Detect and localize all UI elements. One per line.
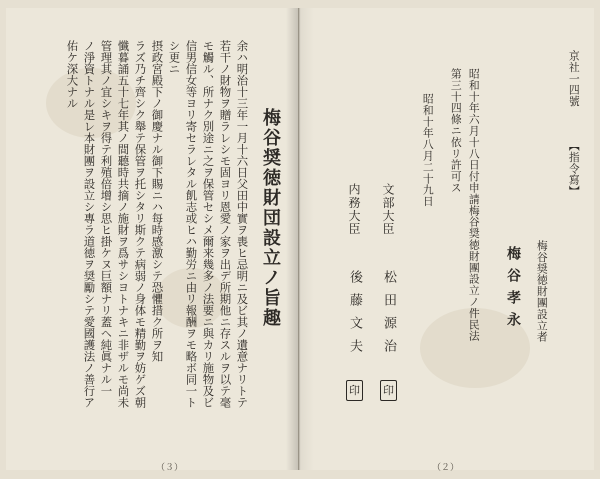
document-title: 梅谷奨徳財団設立ノ旨趣 — [260, 108, 281, 328]
body-line-10: ノ淨資トナル是レ本財團ヲ設立シ專ラ道徳ヲ奨勵シテ愛國護法ノ善行ア — [82, 40, 97, 408]
page-number: （３） — [156, 463, 184, 473]
bracket-label: 【指令寫】 — [567, 140, 581, 197]
applicant-name: 梅谷孝永 — [505, 246, 521, 334]
body-line-1: 余ハ明治十三年一月十六日父田中實ヲ喪ヒ忌明ニ及ビ其ノ遺意ナリトテ — [235, 40, 250, 408]
page-number: （２） — [432, 463, 460, 473]
minister-1-title: 文部大臣 — [381, 183, 395, 236]
document-header: 京社一四號 — [567, 50, 581, 107]
body-line-5: シ更ニ — [167, 40, 182, 75]
left-page — [6, 8, 299, 473]
body-line-7: ラズ乃チ齊シク舉テ保管ヲ托シタリ斯クテ病弱ノ身体モ精勤ヲ妨ゲズ朝 — [133, 40, 148, 408]
body-line-6: 摂政宮殿下ノ御慶ナル御下賜ニハ每時感激シテ恐懼措ク所ヲ知 — [150, 40, 165, 362]
body-line-11: 佑ケ深大ナル — [65, 40, 80, 109]
body-line-2: 若干ノ財物ヲ贈ラレシモ固ヨリ恩愛ノ家ヲ出デ所期他ニ存スルヲ以テ毫 — [218, 40, 233, 408]
seal-stamp: 印 — [380, 380, 397, 401]
seal-stamp: 印 — [346, 380, 363, 401]
minister-2-title: 内務大臣 — [347, 183, 361, 236]
body-line-3: モ觸ル、所ナク別途ニ之ヲ保管セシメ爾来幾多ノ法要ニ與カリ施物及ビ — [201, 40, 216, 408]
body-line-4: 信男信女等ヨリ寄セラレタル飢志或ヒハ勤労ニ由リ報酬ヲモ略ボ同一ト — [184, 40, 199, 408]
book-gutter — [286, 8, 314, 470]
approval-line-2: 第三十四條ニ依リ許可ス — [449, 68, 463, 194]
approval-line-1: 昭和十年六月十八日付申請梅谷奨徳財團設立ノ件民法 — [467, 68, 481, 342]
body-line-8: 懺暮誦五十七年其ノ間聽時共摘ノ施財ヲ爲サシヨトナキニ非ザルモ尚未 — [116, 40, 131, 408]
minister-2-name: 後藤文夫 — [347, 270, 362, 362]
approval-date: 昭和十年八月二十九日 — [421, 93, 435, 207]
applicant-role: 梅谷奨徳財團設立者 — [535, 240, 549, 343]
minister-1-name: 松田源治 — [381, 270, 396, 362]
right-page — [300, 8, 594, 473]
body-line-9: 管理其ノ宜シキヲ得テ利殖倍增シ思ヒ掛ケヌ巨額ナリ蓋ヘ純眞ナル一 — [99, 40, 114, 397]
